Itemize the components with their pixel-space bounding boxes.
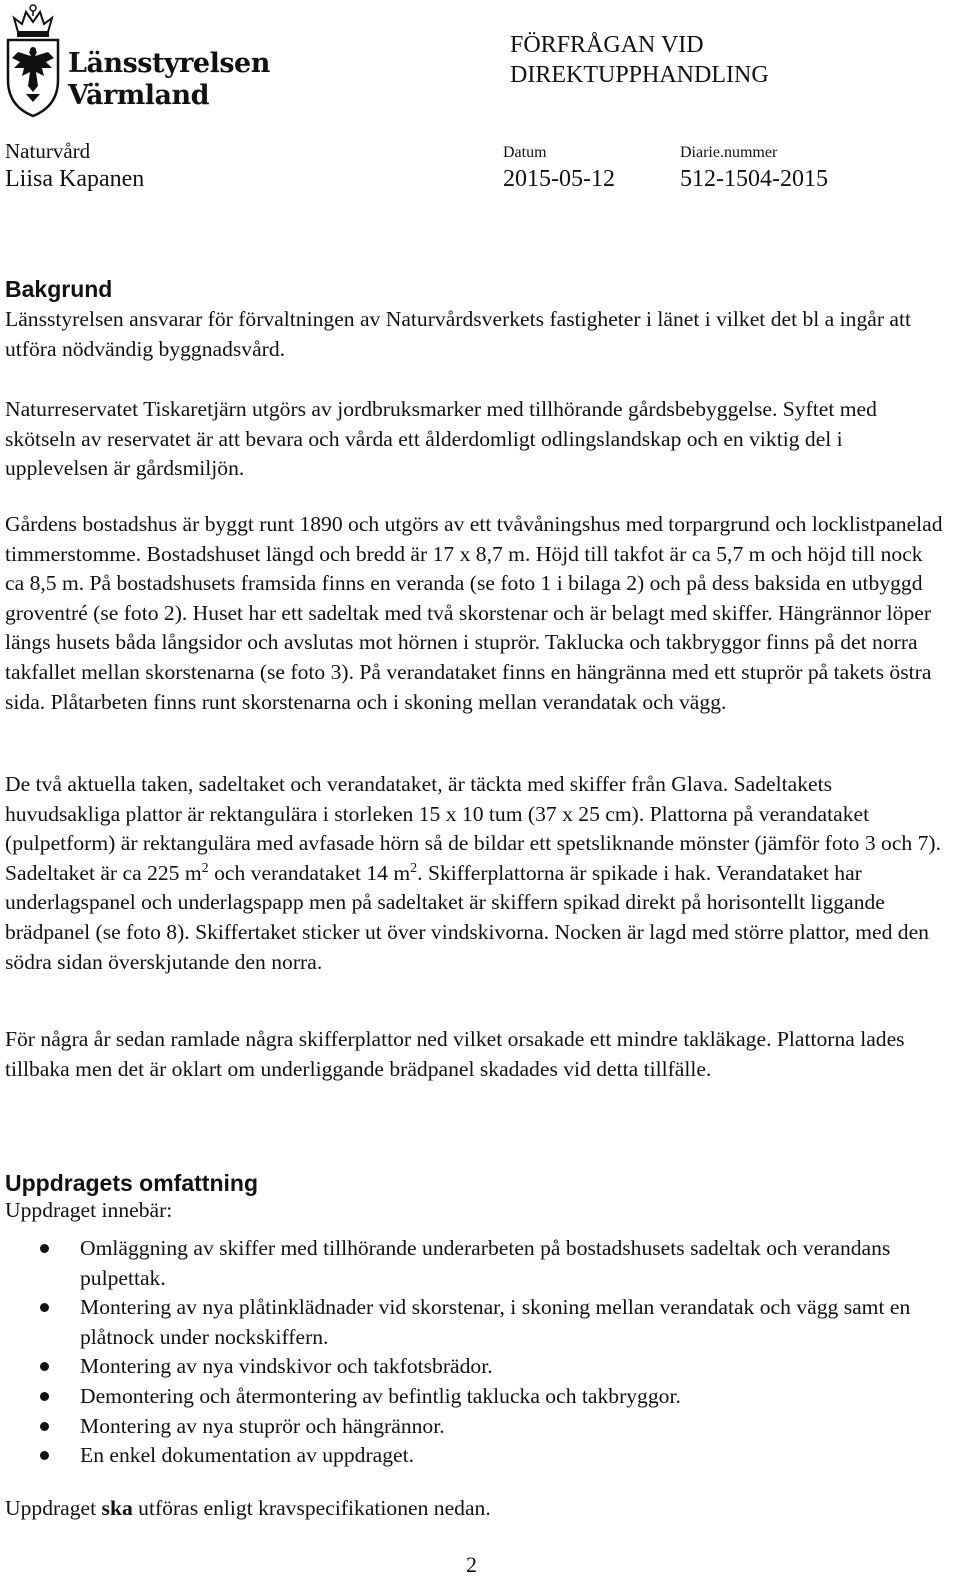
paragraph: Länsstyrelsen ansvarar för förvaltningen av Naturvårdsverkets fastigheter i länet i vilket det bl a ingår att utföra nödvändig byggnadsvård. [5, 307, 912, 361]
paragraph: För några år sedan ramlade några skifferplattor ned vilket orsakade ett mindre takläkage. Plattorna lades tillbaka men det är oklart om underliggande brädpanel skadades vid detta tillfälle. [5, 1027, 905, 1081]
document-type-line1: FÖRFRÅGAN VID [510, 32, 704, 58]
scope-list [0, 1234, 940, 1471]
paragraph: Gårdens bostadshus är byggt runt 1890 och utgörs av ett tvåvåningshus med torpargrund och locklistpanelad timmerstomme. Bostadshuset längd och bredd är 17 x 8,7 m. Höjd till takfot är ca 5,7 m och höjd till nock ca 8,5 m. På bostadshusets framsida finns en veranda (se foto 1 i bilaga 2) och på dess baksida en utbyggd groventré (se foto 2). Huset har ett sadeltak med två skorstenar och är belagt med skiffer. Hängrännor löper längs husets båda långsidor och avslutas mot hörnen i stuprör. Taklucka och takbryggor finns på det norra takfallet mellan skorstenarna (se foto 3). På verandataket finns en hängränna med ett stuprör på takets östra sida. Plåtarbeten finns runt skorstenarna och i skoning mellan verandatak och vägg. [5, 512, 943, 714]
paragraph: Naturreservatet Tiskaretjärn utgörs av jordbruksmarker med tillhörande gårdsbebyggelse. Syftet med skötseln av reservatet är att bevara och vårda ett ålderdomligt odlingslandskap och en viktig del i upplevelsen är gårdsmiljön. [5, 397, 877, 481]
logo-line1: Länsstyrelsen [68, 48, 270, 79]
scope-intro: Uppdraget innebär: [5, 1198, 173, 1222]
list-item [0, 1234, 940, 1293]
paragraph-text: De två aktuella taken, sadeltaket och verandataket, är täckta med skiffer från Glava. Sadeltakets huvudsakliga plattor är rektangulära i storleken 15 x 10 tum (37 x 25 cm). Plattorna på verandataket (pulpetform) är rektangulära med avfasade hörn så de bildar ett spetsliknande mönster (jämför foto 3 och 7). Sadeltaket är ca 225 m [5, 772, 941, 885]
section-heading-scope: Uppdragets omfattning [5, 1170, 258, 1196]
text: Uppdraget [5, 1496, 102, 1520]
bullet-icon [40, 1422, 49, 1431]
page-number: 2 [466, 1552, 477, 1577]
person-name: Liisa Kapanen [5, 166, 145, 192]
date-value: 2015-05-12 [503, 166, 615, 192]
list-item [0, 1412, 940, 1442]
department: Naturvård [5, 139, 91, 163]
diarie-value: 512-1504-2015 [680, 166, 828, 192]
list-item [0, 1441, 940, 1471]
date-label: Datum [503, 144, 547, 161]
list-item-text: Omläggning av skiffer med tillhörande underarbeten på bostadshusets sadeltak och verandans pulpettak. [80, 1236, 891, 1290]
bullet-icon [40, 1392, 49, 1401]
paragraph-text: . Skifferplattorna är spikade i hak. Verandataket har underlagspanel och underlagspapp men på sadeltaket är skiffern spikad direkt på horisontellt liggande brädpanel (se foto 8). Skiffertaket sticker ut över vindskivorna. Nocken är lagd med större plattor, med den södra sidan överskjutande den norra. [5, 860, 929, 974]
scope-final-statement [5, 1494, 945, 1524]
list-item [0, 1382, 940, 1412]
logo-line2: Värmland [68, 80, 210, 111]
list-item-text: Demontering och återmontering av befintlig taklucka och takbryggor. [80, 1383, 681, 1408]
list-item-text: Montering av nya plåtinklädnader vid skorstenar, i skoning mellan verandatak och vägg samt en plåtnock under nockskiffern. [80, 1295, 911, 1349]
coat-of-arms-eagle-icon [4, 2, 62, 118]
list-item [0, 1293, 940, 1352]
list-item-text: En enkel dokumentation av uppdraget. [80, 1443, 415, 1468]
list-item-text: Montering av nya stuprör och hängrännor. [80, 1413, 445, 1438]
emphasis: ska [101, 1496, 133, 1520]
list-item [0, 1352, 940, 1382]
list-item-text: Montering av nya vindskivor och takfotsbrädor. [80, 1354, 493, 1379]
text: utföras enligt kravspecifikationen nedan. [132, 1496, 491, 1520]
superscript: 2 [201, 860, 209, 876]
paragraph [5, 770, 945, 977]
bullet-icon [40, 1451, 49, 1460]
superscript: 2 [410, 860, 418, 876]
bullet-icon [40, 1362, 49, 1371]
document-type [510, 30, 769, 90]
section-heading-background: Bakgrund [5, 276, 113, 302]
diarie-label: Diarie.nummer [680, 144, 778, 161]
paragraph-text: och verandataket 14 m [208, 860, 411, 885]
bullet-icon [40, 1303, 49, 1312]
document-type-line2: DIREKTUPPHANDLING [510, 62, 769, 88]
bullet-icon [40, 1244, 49, 1253]
